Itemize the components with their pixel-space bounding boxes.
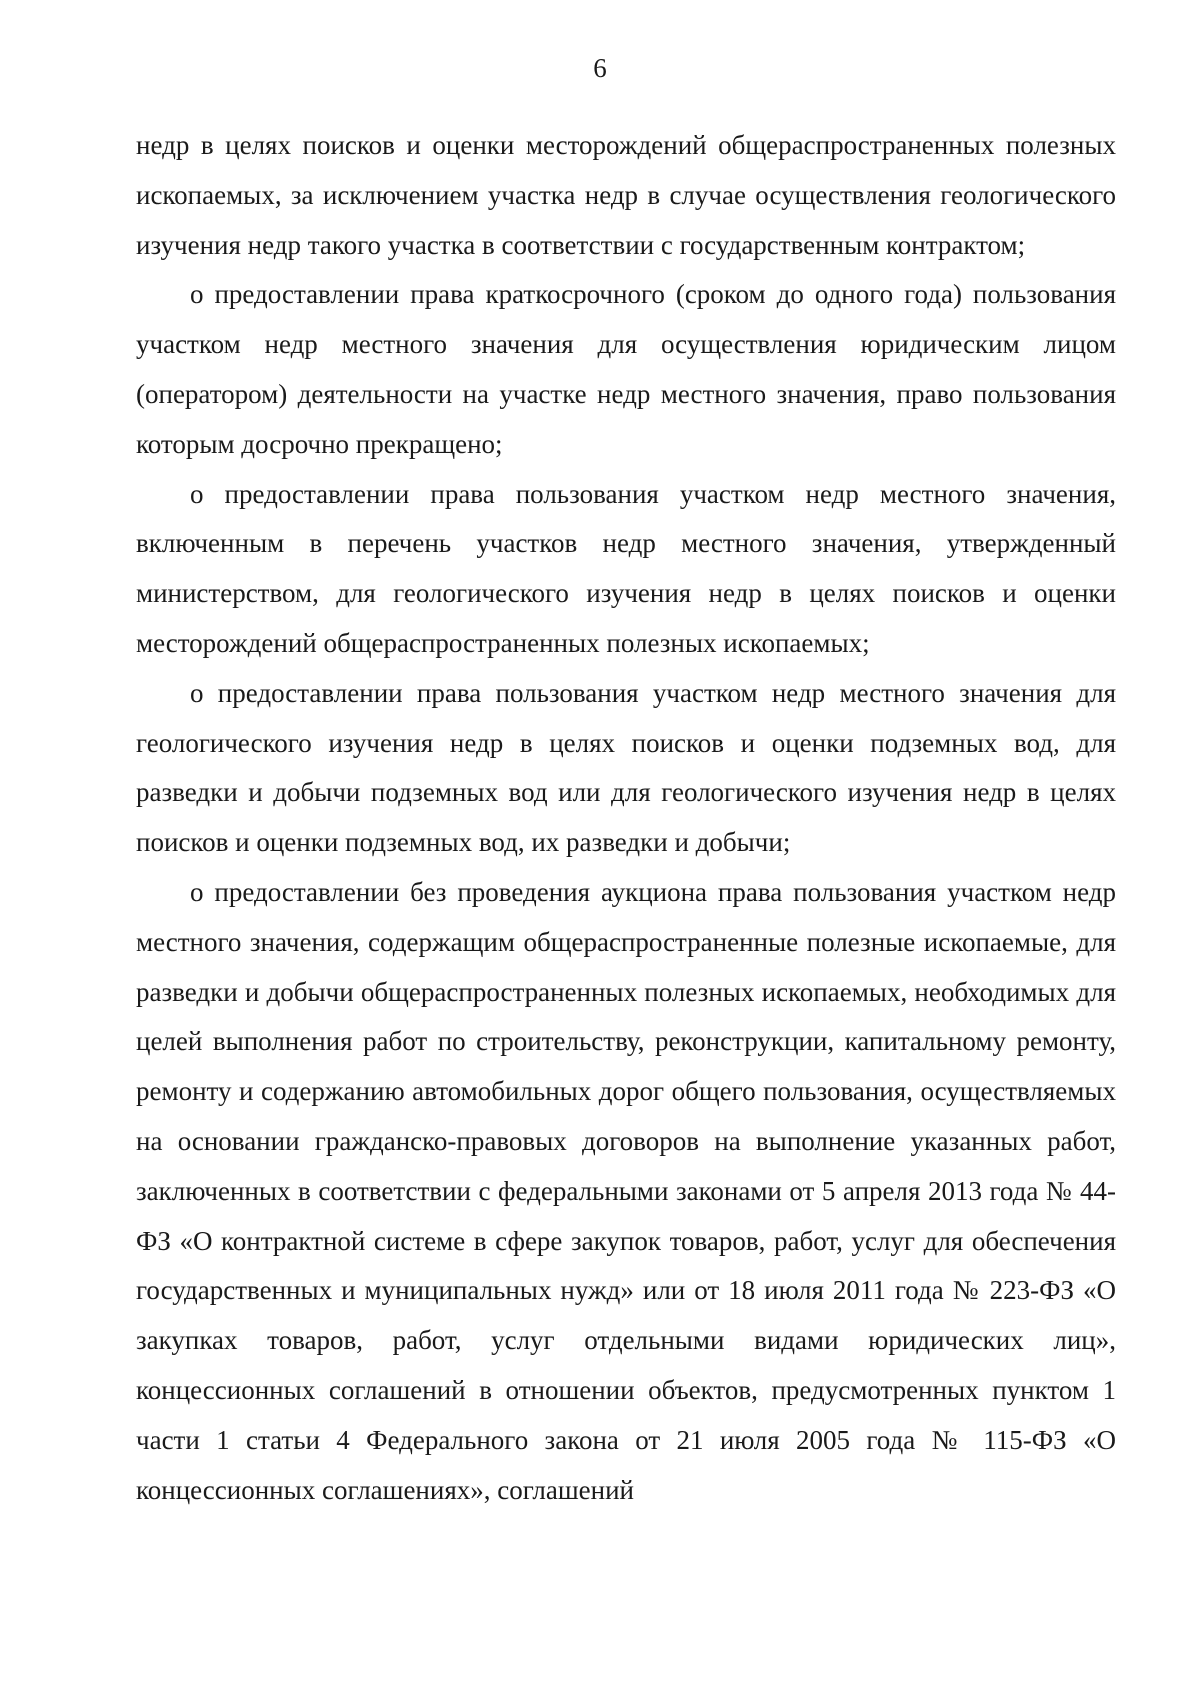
page-number: 6 xyxy=(593,53,607,83)
document-body xyxy=(136,121,1116,1515)
paragraph-groundwater: о предоставлении права пользования участком недр местного значения для геологического изучения недр в целях поисков и оценки подземных вод, для разведки и добычи подземных вод или для геологического изучения недр в целях поисков и оценки подземных вод, их разведки и добычи; xyxy=(136,677,1116,858)
paragraph-continuation: недр в целях поисков и оценки месторождений общераспространенных полезных ископаемых, за исключением участка недр в случае осуществления геологического изучения недр такого участка в соответствии с государственным контрактом; xyxy=(136,130,1116,260)
paragraph-short-term-right: о предоставлении права краткосрочного (сроком до одного года) пользования участком недр местного значения для осуществления юридическим лицом (оператором) деятельности на участке недр местного значения, право пользования которым досрочно прекращено; xyxy=(136,279,1116,459)
paragraph-ministry-list: о предоставлении права пользования участком недр местного значения, включенным в перечень участков недр местного значения, утвержденный министерством, для геологического изучения недр в целях поисков и оценки месторождений общераспространенных полезных ископаемых; xyxy=(136,478,1116,658)
paragraph-no-auction: о предоставлении без проведения аукциона права пользования участком недр местного значения, содержащим общераспространенные полезные ископаемые, для разведки и добычи общераспространенных полезных ископаемых, необходимых для целей выполнения работ по строительству, реконструкции, капитальному ремонту, ремонту и содержанию автомобильных дорог общего пользования, осуществляемых на основании гражданско-правовых договоров на выполнение указанных работ, заключенных в соответствии с федеральными законами от 5 апреля 2013 года № 44-ФЗ «О контрактной системе в сфере закупок товаров, работ, услуг для обеспечения государственных и муниципальных нужд» или от 18 июля 2011 года № 223-ФЗ «О закупках товаров, работ, услуг отдельными видами юридических лиц», концессионных соглашений в отношении объектов, предусмотренных пунктом 1 части 1 статьи 4 Федерального закона от 21 июля 2005 года № 115-ФЗ «О концессионных соглашениях», соглашений xyxy=(136,876,1116,1505)
